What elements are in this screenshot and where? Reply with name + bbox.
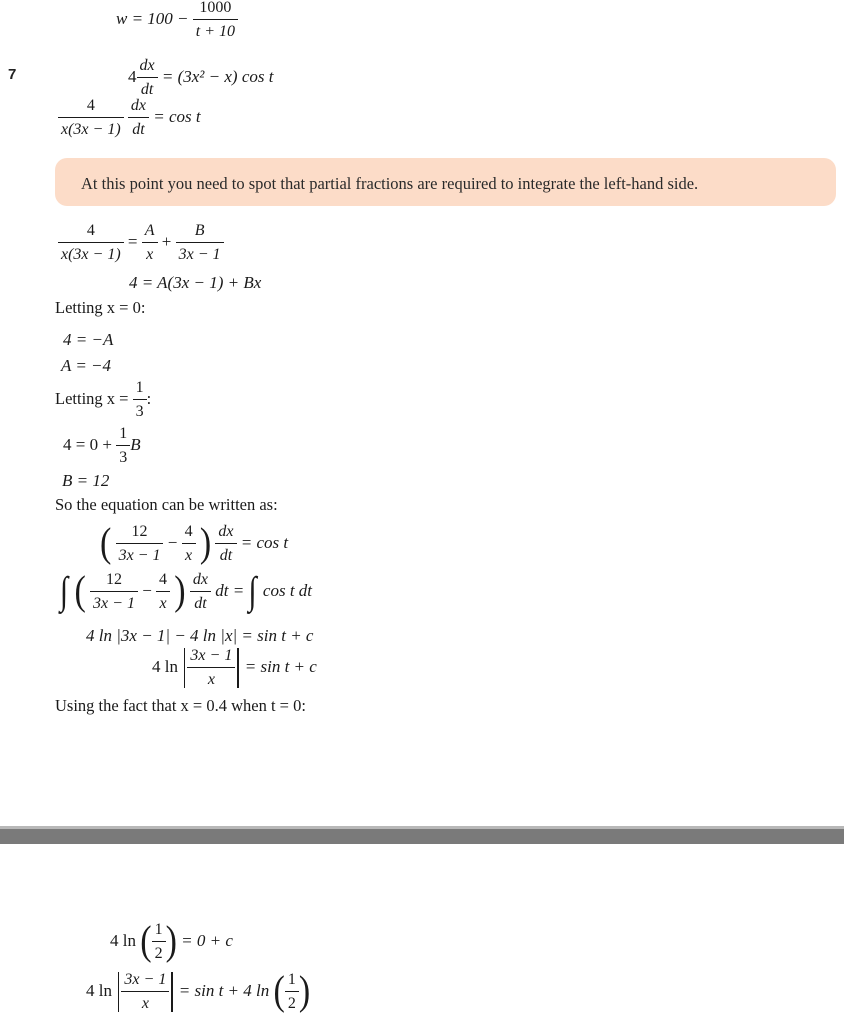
w-lhs: w = 100 − <box>116 8 193 28</box>
equation-separated <box>58 98 201 138</box>
final-half <box>285 972 299 1012</box>
equation-final <box>86 969 311 1014</box>
letting-x-third-post: : <box>146 388 152 408</box>
int-derivative <box>190 572 211 612</box>
w-fraction <box>193 0 238 40</box>
final-pre: 4 ln <box>86 980 112 1000</box>
third-fraction <box>133 380 147 420</box>
rw-derivative-num: dx <box>218 523 234 540</box>
equation-w <box>116 0 238 40</box>
rw-rhs: = cos t <box>240 532 289 552</box>
c-right-paren: ) <box>165 919 177 964</box>
equation-c-value <box>110 919 233 964</box>
ode-coefficient: 4 <box>128 66 137 86</box>
step-4-eq-neg-a: 4 = −A <box>63 330 114 349</box>
abs-bar-right <box>237 648 238 688</box>
step-b-equation <box>63 426 141 466</box>
int-derivative-num: dx <box>192 571 208 588</box>
final-abs-right <box>171 972 172 1012</box>
int-dt: dt = <box>215 580 245 600</box>
step3-den: 3 <box>116 445 130 466</box>
log-quotient-equation <box>152 648 317 688</box>
sep-derivative-num: dx <box>130 97 147 114</box>
third-num: 1 <box>135 379 144 396</box>
equation-integral <box>60 569 313 614</box>
sep-fraction-den: x(3x − 1) <box>58 117 124 138</box>
final-half-num: 1 <box>287 971 296 988</box>
step3-num: 1 <box>119 425 128 442</box>
final-right-paren: ) <box>298 969 311 1014</box>
letting-x-third <box>55 380 151 420</box>
final-left-paren: ( <box>273 969 285 1014</box>
pf-lhs <box>58 223 124 263</box>
log2-den: x <box>187 667 235 688</box>
int-frac2 <box>156 572 170 612</box>
rw-frac1-num: 12 <box>131 523 148 540</box>
final-fraction <box>121 972 169 1012</box>
pf-lhs-num: 4 <box>86 222 95 239</box>
int-rhs: cos t dt <box>262 580 313 600</box>
c-num: 1 <box>154 921 163 938</box>
sep-fraction-num: 4 <box>86 97 95 114</box>
partial-fraction-setup <box>58 223 224 263</box>
log2-pre: 4 ln <box>152 656 178 676</box>
ode-derivative-num: dx <box>139 57 155 74</box>
int-frac1 <box>90 572 138 612</box>
ode-rhs: = (3x² − x) cos t <box>161 66 274 86</box>
integral-sign-right: ∫ <box>248 569 257 613</box>
letting-x-zero: Letting x = 0: <box>55 298 146 317</box>
w-fraction-num: 1000 <box>199 0 232 16</box>
final-abs-left <box>118 972 119 1012</box>
tip-callout-text: At this point you need to spot that partial fractions are required to integrate the left-hand side. <box>81 174 699 193</box>
rw-frac2-den: x <box>182 543 196 564</box>
step-b-value: B = 12 <box>62 471 110 490</box>
using-fact: Using the fact that x = 0.4 when t = 0: <box>55 696 306 715</box>
int-derivative-den: dt <box>190 591 211 612</box>
log2-rhs: = sin t + c <box>244 656 317 676</box>
pf-plus: + <box>161 231 172 251</box>
ode-derivative-den: dt <box>137 77 158 98</box>
question-number: 7 <box>8 66 17 83</box>
log2-fraction <box>187 648 235 688</box>
pf-a-num: A <box>144 222 155 239</box>
step-a-value: A = −4 <box>61 356 112 375</box>
pf-b-num: B <box>194 222 205 239</box>
final-half-den: 2 <box>285 991 299 1012</box>
c-left-paren: ( <box>140 919 152 964</box>
rw-minus: − <box>167 532 178 552</box>
int-right-paren: ) <box>174 569 186 614</box>
step3-fraction <box>116 426 130 466</box>
equation-rewritten <box>100 521 289 566</box>
sep-rhs: = cos t <box>153 106 201 126</box>
third-den: 3 <box>133 399 147 420</box>
abs-bar-left <box>184 648 185 688</box>
c-pre: 4 ln <box>110 930 136 950</box>
pf-b-term <box>176 223 224 263</box>
w-fraction-den: t + 10 <box>193 19 238 40</box>
int-frac2-num: 4 <box>159 571 168 588</box>
pf-a-term <box>142 223 158 263</box>
rw-derivative-den: dt <box>215 543 236 564</box>
int-frac1-num: 12 <box>106 571 122 588</box>
final-mid: = sin t + 4 ln <box>178 980 270 1000</box>
rw-frac2 <box>182 524 196 564</box>
sep-derivative <box>128 98 149 138</box>
log2-num: 3x − 1 <box>190 647 233 664</box>
rw-frac2-num: 4 <box>184 523 193 540</box>
ode-derivative <box>137 58 158 98</box>
pf-b-den: 3x − 1 <box>176 242 224 263</box>
pf-lhs-den: x(3x − 1) <box>58 242 124 263</box>
log-equation: 4 ln |3x − 1| − 4 ln |x| = sin t + c <box>86 626 314 645</box>
c-den: 2 <box>152 941 166 962</box>
final-num: 3x − 1 <box>124 971 167 988</box>
sep-fraction <box>58 98 124 138</box>
left-paren: ( <box>100 521 112 566</box>
sep-derivative-den: dt <box>128 117 149 138</box>
pf-equals: = <box>127 231 138 251</box>
int-frac1-den: 3x − 1 <box>90 591 138 612</box>
pf-identity: 4 = A(3x − 1) + Bx <box>129 273 262 292</box>
rw-derivative <box>215 524 236 564</box>
pf-a-den: x <box>142 242 158 263</box>
rewritten-intro: So the equation can be written as: <box>55 495 278 514</box>
right-paren: ) <box>199 521 212 566</box>
c-fraction <box>152 922 166 962</box>
tip-callout <box>55 158 836 206</box>
rw-frac1 <box>116 524 164 564</box>
int-frac2-den: x <box>156 591 170 612</box>
letting-x-third-pre: Letting x = <box>55 388 133 408</box>
page-divider <box>0 826 844 844</box>
step3-post: B <box>130 434 141 454</box>
int-left-paren: ( <box>74 569 86 614</box>
final-den: x <box>121 991 169 1012</box>
c-rhs: = 0 + c <box>181 930 233 950</box>
rw-frac1-den: 3x − 1 <box>116 543 164 564</box>
integral-sign-left: ∫ <box>60 569 69 613</box>
equation-ode <box>128 58 273 98</box>
step3-pre: 4 = 0 + <box>63 434 117 454</box>
int-minus: − <box>142 580 152 600</box>
